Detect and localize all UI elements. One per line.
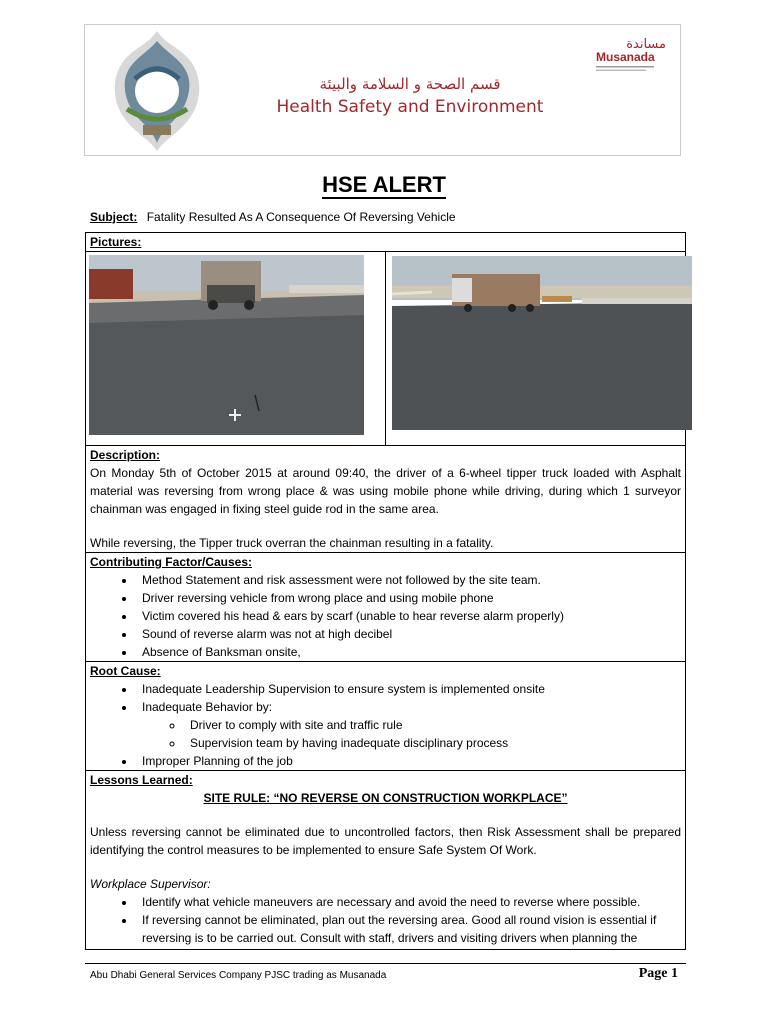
description-row — [85, 445, 686, 552]
supervisor-label: Workplace Supervisor: — [90, 877, 211, 891]
header-banner — [84, 24, 681, 156]
footer-page-number: Page 1 — [638, 966, 678, 981]
sub-list-item: ◦ Driver to comply with site and traffic rule — [184, 716, 681, 734]
document-title — [0, 172, 768, 198]
lessons-label: Lessons Learned: — [90, 773, 193, 787]
description-label: Description: — [90, 448, 161, 462]
list-item: • Inadequate Leadership Supervision to ensure system is implemented onsite — [136, 680, 681, 698]
contributing-list — [90, 571, 681, 661]
brand-english-name: Musanada — [596, 50, 655, 64]
site-photo-2 — [392, 256, 692, 430]
list-item: • Sound of reverse alarm was not at high decibel — [136, 625, 681, 643]
list-item: • Driver reversing vehicle from wrong place and using mobile phone — [136, 589, 681, 607]
list-item: • Identify what vehicle maneuvers are necessary and avoid the need to reverse where possible. — [136, 893, 681, 911]
list-item: • Absence of Banksman onsite, — [136, 643, 681, 661]
contributing-row — [85, 552, 686, 661]
list-item: • Method Statement and risk assessment were not followed by the site team. — [136, 571, 681, 589]
site-rule: SITE RULE: “NO REVERSE ON CONSTRUCTION WORKPLACE” — [203, 791, 568, 805]
picture-cell-2 — [385, 252, 685, 445]
picture-cell-1 — [86, 252, 385, 445]
list-item — [136, 698, 681, 752]
pictures-label: Pictures: — [90, 235, 142, 249]
header-english-title: Health Safety and Environment — [276, 97, 544, 117]
pictures-row — [85, 251, 686, 445]
subject-label: Subject: — [90, 210, 138, 224]
description-paragraph-2: While reversing, the Tipper truck overran the chainman resulting in a fatality. — [90, 536, 494, 550]
root-cause-sublist — [142, 716, 681, 752]
lessons-paragraph: Unless reversing cannot be eliminated due to uncontrolled factors, then Risk Assessment shall be prepared identifying the control measures to be implemented to ensure Safe System Of Work. — [90, 825, 681, 857]
list-item: • Victim covered his head & ears by scarf (unable to hear reverse alarm properly) — [136, 607, 681, 625]
alert-table — [85, 232, 686, 950]
lessons-row — [85, 770, 686, 950]
description-paragraph-1: On Monday 5th of October 2015 at around 09:40, the driver of a 6-wheel tipper truck loaded with Asphalt material was reversing from wrong place & was using mobile phone while driving, during which 1 surveyor chainman was engaged in fixing steel guide rod in the same area. — [90, 466, 681, 516]
root-cause-behavior-text: Inadequate Behavior by: — [142, 700, 273, 714]
supervisor-list — [90, 893, 681, 947]
pictures-header-row — [85, 232, 686, 251]
hse-emblem-logo — [97, 29, 217, 153]
root-cause-list — [90, 680, 681, 770]
musanada-logo — [596, 37, 666, 74]
root-cause-row — [85, 661, 686, 770]
brand-arabic-name: مساندة — [626, 37, 666, 52]
subject-line — [90, 210, 456, 224]
site-photo-1 — [89, 255, 364, 435]
header-arabic-title: قسم الصحة و السلامة والبيئة — [319, 75, 501, 93]
root-cause-label: Root Cause: — [90, 664, 161, 678]
sub-list-item: ◦ Supervision team by having inadequate disciplinary process — [184, 734, 681, 752]
footer-divider — [85, 963, 686, 964]
document-title-text: HSE ALERT — [322, 172, 446, 197]
contributing-label: Contributing Factor/Causes: — [90, 555, 253, 569]
subject-text: Fatality Resulted As A Consequence Of Reversing Vehicle — [146, 210, 456, 224]
footer-company: Abu Dhabi General Services Company PJSC trading as Musanada — [90, 970, 387, 981]
list-item: • Improper Planning of the job — [136, 752, 681, 770]
list-item: • If reversing cannot be eliminated, plan out the reversing area. Good all round vision is essential if reversing is to be carried out. Consult with staff, drivers and visiting drivers when planning the — [136, 911, 681, 947]
brand-tagline-graphic — [596, 65, 666, 74]
